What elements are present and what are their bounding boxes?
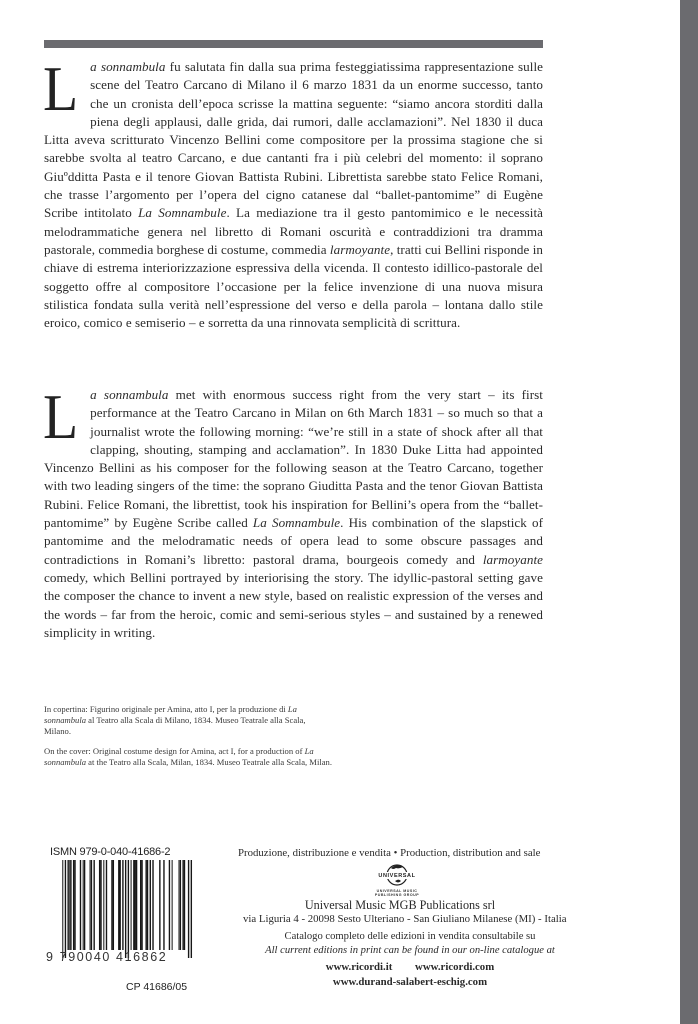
italian-paragraph xyxy=(43,53,544,332)
barcode-bar xyxy=(93,860,94,950)
barcode-bar xyxy=(83,860,84,950)
website-line xyxy=(240,961,580,973)
barcode-bar xyxy=(125,860,126,958)
barcode-bar xyxy=(119,860,120,950)
barcode-bar xyxy=(99,860,100,950)
barcode-block xyxy=(46,846,196,996)
cover-caption-english xyxy=(44,746,334,768)
drop-cap: L xyxy=(43,381,79,452)
barcode-bar xyxy=(62,860,63,958)
logo-subtitle: UNIVERSAL MUSIC xyxy=(376,889,418,893)
distribution-line: Produzione, distribuzione e vendita • Production, distribution and sale xyxy=(238,847,541,859)
source-title: La Somnambule xyxy=(138,205,227,221)
barcode-bar xyxy=(152,860,153,950)
barcode-bar xyxy=(100,860,101,950)
barcode-bar xyxy=(140,860,141,950)
cover-spine-strip xyxy=(680,0,698,1024)
caption-text: al Teatro alla Scala di Milano, 1834. Museo Teatrale alla Scala, Milano. xyxy=(44,715,306,736)
caption-title: La sonnambula xyxy=(44,704,297,725)
logo-subtitle: PUBLISHING GROUP xyxy=(374,893,420,897)
barcode-bar xyxy=(169,860,170,950)
catalog-note-english: All current editions in print can be found in our on-line catalogue at xyxy=(265,945,555,956)
genre-term: larmoyante xyxy=(482,551,543,567)
ismn-label: ISMN 979-0-040-41686-2 xyxy=(50,846,171,858)
header-rule xyxy=(44,40,543,48)
barcode-bar xyxy=(130,860,131,950)
barcode-bar xyxy=(135,860,136,950)
barcode-bar xyxy=(69,860,70,950)
text-run: . His combination of the slapstick of pantomime and the melodramatic needs of opera lead to some obscure passages and contradictions in Romani’s libretto: pastoral drama, bourgeois comedy and xyxy=(44,515,543,567)
barcode-bar xyxy=(141,860,142,950)
barcode-bar xyxy=(191,860,192,958)
publisher-name: Universal Music MGB Publications srl xyxy=(304,898,496,912)
barcode-bar xyxy=(103,860,104,950)
source-title: La Somnambule xyxy=(252,515,341,531)
catalog-code: CP 41686/05 xyxy=(126,981,188,993)
caption-text: In copertina: Figurino originale per Amina, atto I, per la produzione di xyxy=(44,704,288,714)
barcode-bar xyxy=(106,860,107,950)
barcode-bar xyxy=(128,860,129,958)
barcode-bar xyxy=(182,860,183,950)
caption-text: at the Teatro alla Scala, Milan, 1834. Museo Teatrale alla Scala, Milan. xyxy=(86,757,332,767)
text-run: comedy, which Bellini portrayed by interiorising the story. The idyllic-pastoral setting gave the composer the chance to invent a new style, based on realistic expression of the verses and the words – far from the heroic, comic and semi-serious styles – and sustained by a renewed simplicity in writing. xyxy=(44,569,543,640)
opera-title: a sonnambula xyxy=(90,387,169,402)
barcode-bar xyxy=(145,860,146,950)
barcode-bar xyxy=(73,860,74,950)
caption-title: La sonnambula xyxy=(44,746,314,767)
barcode-bar xyxy=(178,860,179,950)
website-link[interactable]: www.ricordi.it xyxy=(325,961,393,973)
barcode-bar xyxy=(122,860,123,950)
website-link[interactable]: www.ricordi.com xyxy=(415,961,495,973)
barcode-bar xyxy=(159,860,160,950)
barcode-bar xyxy=(113,860,114,950)
caption-text: On the cover: Original costume design for Amina, act I, for a production of xyxy=(44,746,305,756)
barcode-bar xyxy=(111,860,112,950)
barcode-bar xyxy=(91,860,92,950)
barcode-bar xyxy=(136,860,137,950)
english-paragraph xyxy=(43,381,543,642)
logo-wordmark: UNIVERSAL xyxy=(378,873,416,879)
barcode-bar xyxy=(163,860,164,950)
barcode-bar xyxy=(171,860,172,950)
barcode-bar xyxy=(184,860,185,950)
barcode-bar xyxy=(70,860,71,950)
barcode-left-digits: 790040 xyxy=(59,950,111,964)
barcode-bar xyxy=(133,860,134,950)
barcode-bar xyxy=(74,860,75,950)
catalog-note-italian: Catalogo completo delle edizioni in vendita consultabile su xyxy=(284,931,536,942)
text-run: met with enormous success right from the very start – its first performance at the Teatro Carcano in Milan on 6th March 1831 – so much so that a journalist wrote the following morning: “we’re still in a state of shock after all that clapping, shouting, stamping and acclamation”. In 1830 Duke Litta had appointed Vincenzo Bellini as his composer for the following season at the Teatro Carcano, together with two leading singers of the time: the soprano Giuditta Pasta and the tenor Giovan Battista Rubini. Felice Romani, the librettist, took his inspiration for Bellini’s opera from the “ballet-pantomime” by Eugène Scribe called xyxy=(44,387,543,531)
cover-caption-italian xyxy=(44,704,334,737)
barcode-bar xyxy=(150,860,151,950)
barcode-bar xyxy=(180,860,181,950)
barcode-right-digits: 416862 xyxy=(116,950,168,964)
barcode-digits xyxy=(46,950,196,964)
barcode-bar xyxy=(147,860,148,950)
universal-logo xyxy=(372,860,422,898)
drop-cap: L xyxy=(43,53,79,124)
barcode-bar xyxy=(89,860,90,950)
barcode-icon xyxy=(46,860,196,960)
publisher-address: via Liguria 4 - 20098 Sesto Ulteriano - San Giuliano Milanese (MI) - Italia xyxy=(243,913,567,925)
text-run: , tratti cui Bellini risponde in chiave di estrema interiorizzazione espressiva della vicenda. Il contesto idillico-pastorale del soggetto offre al compositore l’occasione per la felice invenzione di una nuova misura stilistica fondata sulla verità nell’espressione del verso e della parola – lontana dallo stile eroico, comico e semiserio – e sorretta da una rinnovata semplicità di scrittura. xyxy=(44,241,543,331)
barcode-bar xyxy=(188,860,189,958)
opera-title: a sonnambula xyxy=(90,59,166,74)
barcode-bar xyxy=(80,860,81,950)
text-run: fu salutata fin dalla sua prima festeggiatissima rappresentazione sulle scene del Teatro Carcano di Milano il 6 marzo 1831 da un enorme successo, tanto che un cronista dell’epoca scrisse la mattina seguente: “siamo ancora storditi dalla piena degli applausi, dalle grida, dai rumori, dalle acclamazioni”. Nel 1830 il duca Litta aveva scritturato Vincenzo Bellini come compositore per la prossima stagione che si sarebbe svolta al teatro Carcano, e due cantanti fra i più celebri del momento: il soprano Giuºdditta Pasta e il tenore Giovan Battista Rubini. Librettista sarebbe stato Felice Romani, che trasse l’argomento per l’opera del cigno catanese dal “ballet-pantomime” di Eugène Scribe intitolato xyxy=(44,59,543,221)
text-run: . La mediazione tra il gesto pantomimico e le necessità melodrammatiche genera nel libretto di Romani oscurità e contraddizioni tra dramma pastorale, commedia borghese di costume, commedia xyxy=(44,205,544,257)
barcode-bar xyxy=(65,860,66,958)
barcode-bar xyxy=(118,860,119,950)
genre-term: larmoyante xyxy=(329,241,391,257)
barcode-bar xyxy=(84,860,85,950)
website-link[interactable]: www.durand-salabert-eschig.com xyxy=(332,976,488,988)
barcode-lead-digit: 9 xyxy=(46,950,55,964)
barcode-bar xyxy=(67,860,68,950)
